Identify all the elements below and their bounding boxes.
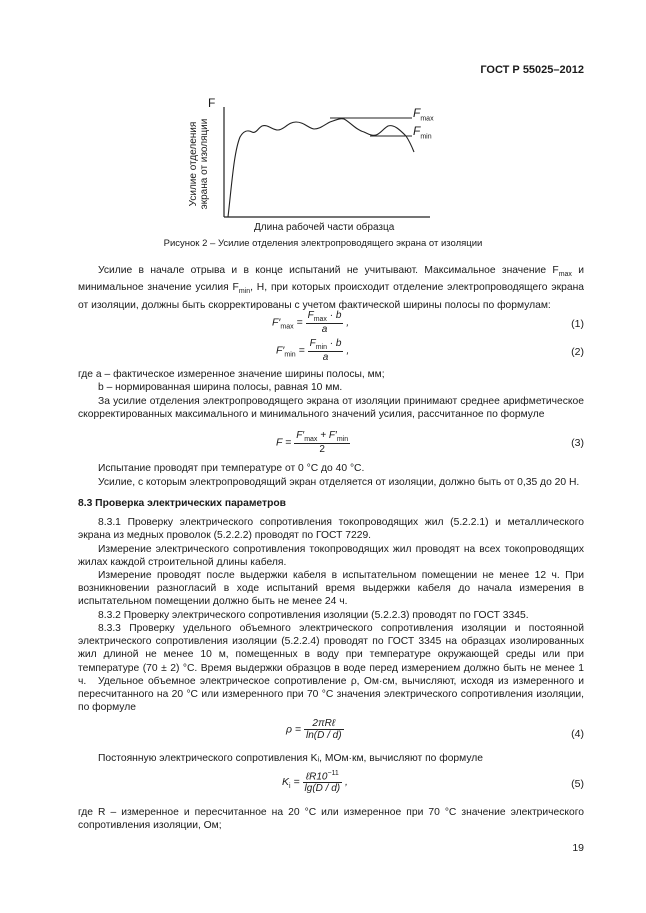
equation-number: (1) (571, 318, 584, 330)
paragraph: Испытание проводят при температуре от 0 °С до 40 °С. (98, 463, 365, 474)
equation-number: (5) (571, 778, 584, 790)
formula-2: $F'_{min}$ = $\frac{F_{min} \cdot b}{a}$ , (276, 338, 350, 363)
paragraph: 8.3.1 Проверку электрического сопротивления токопроводящих жил (5.2.2.1) и металлического экрана из медных проволок (5.2.2.2) проводят по ГОСТ 7229. (78, 517, 584, 542)
equation-number: (2) (571, 346, 584, 358)
page-number: 19 (572, 842, 584, 854)
paragraph: Усилие в начале отрыва и в конце испытаний не учитывают. Максимальное значение $F_{max}$ и минимальное значение усилия $F_{min}$, Н, при которых происходит отделение электропроводящего экрана от изоляции, должны быть скорректированы с учетом фактической ширины полосы по формулам: (78, 265, 584, 311)
paragraph: 8.3.2 Проверку электрического сопротивления изоляции (5.2.2.3) проводят по ГОСТ 3345. (98, 610, 529, 621)
paragraph: Усилие, с которым электропроводящий экран отделяется от изоляции, должно быть от 0,35 до 20 Н. (98, 477, 580, 488)
y-axis-label: Усилие отделения экрана от изоляции (188, 118, 210, 210)
where-a: где a – фактическое измеренное значение ширины полосы, мм; (78, 369, 385, 380)
paragraph: Измерение электрического сопротивления токопроводящих жил проводят на всех токопроводящих жилах каждой строительной длины кабеля. (78, 544, 584, 569)
equation-number: (4) (571, 728, 584, 740)
paragraph: где R – измеренное и пересчитанное на 20 °С или измеренное при 70 °С значение электрического сопротивления изоляции, Ом; (78, 807, 584, 832)
document-header: ГОСТ Р 55025–2012 (480, 64, 584, 76)
section-heading: 8.3 Проверка электрических параметров (78, 498, 286, 509)
paragraph: 8.3.3 Проверку удельного объемного электрического сопротивления изоляции и постоянной электрического сопротивления изоляции (5.2.2.4) проводят по ГОСТ 3345 на образцах изолированных жил длиной не менее 10 м, помещенных в воду при температуре окружающей среды или при температуре (70 ± 2) °С. Время выдержки образцов в воде перед измерением должно быть не менее 1 ч. (78, 623, 584, 687)
where-b: b – нормированная ширина полосы, равная 10 мм. (98, 382, 343, 393)
paragraph: Удельное объемное электрическое сопротивление ρ, Ом·см, вычисляют, исходя из измеренного и пересчитанного на 20 °С или измеренного при 70 °С значения электрического сопротивления изоляции, по формуле (78, 676, 584, 714)
paragraph: Постоянную электрического сопротивления Kᵢ, МОм·км, вычисляют по формуле (98, 753, 484, 764)
formula-5: $K_i$ = $\frac{\ell R10^{-11}}{\lg(D / d)}$ , (282, 770, 348, 795)
fmin-label: $F_{min}$ (413, 124, 432, 141)
fmax-label: $F_{max}$ (413, 106, 434, 123)
paragraph: За усилие отделения электропроводящего экрана от изоляции принимают среднее арифметическое скорректированных максимального и минимального значений усилия, рассчитанное по формуле (78, 396, 584, 421)
equation-number: (3) (571, 437, 584, 449)
formula-4: ρ = $\frac{\text{2πRℓ}}{\ln(D / d)}$ (286, 718, 342, 741)
force-curve (228, 119, 414, 217)
formula-3: F = $\frac{F'_{max} + F'_{min}}{2}$ (276, 430, 349, 455)
figure-caption: Рисунок 2 – Усилие отделения электропроводящего экрана от изоляции (163, 238, 483, 249)
x-axis-label: Длина рабочей части образца (254, 222, 395, 233)
formula-1: $F'_{max}$ = $\frac{F_{max} \cdot b}{a}$ , (272, 310, 350, 335)
y-axis-letter: F (208, 96, 216, 110)
paragraph: Измерение проводят после выдержки кабеля в испытательном помещении не менее 12 ч. При возникновении разногласий в ходе испытаний время выдержки кабеля до начала измерения в испытательном помещении должно быть не менее 24 ч. (78, 570, 584, 608)
